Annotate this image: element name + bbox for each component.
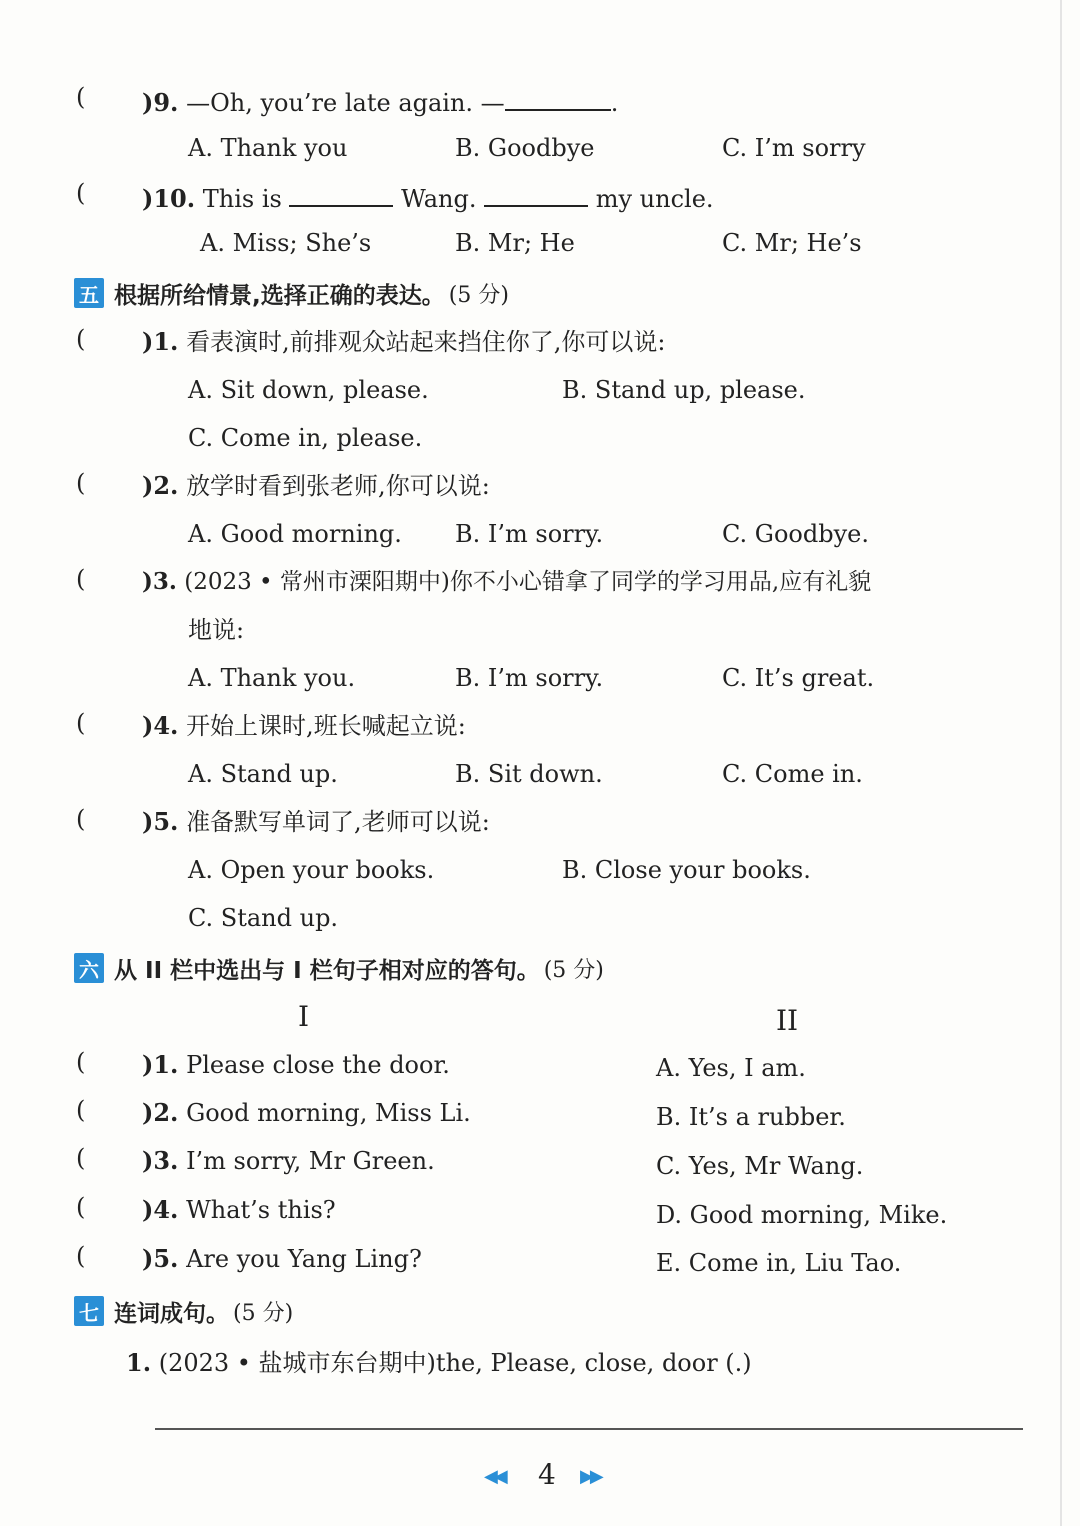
question-number: )4. — [142, 711, 179, 740]
option-a: A. Good morning. — [188, 520, 402, 548]
question-text: 开始上课时,班长喊起立说: — [186, 712, 466, 740]
match-right-a: A. Yes, I am. — [656, 1054, 806, 1082]
question-number: )3. — [142, 1146, 179, 1175]
question-10 — [142, 179, 714, 216]
question-text: This is — [202, 185, 282, 213]
column-2-header: II — [776, 1004, 799, 1037]
answer-paren: ( — [76, 179, 86, 207]
answer-paren: ( — [76, 1193, 86, 1221]
option-a: A. Stand up. — [188, 760, 338, 788]
option-c: C. Come in, please. — [188, 424, 423, 452]
question-text: (2023 • 盐城市东台期中)the, Please, close, door (.) — [158, 1349, 752, 1377]
section-score: (5 分) — [448, 282, 509, 308]
answer-paren: ( — [76, 469, 86, 497]
question-number: )5. — [142, 1244, 179, 1273]
column-1-header: I — [298, 1000, 310, 1033]
answer-paren: ( — [76, 709, 86, 737]
answer-blank[interactable] — [484, 179, 588, 207]
question-number: )1. — [142, 327, 179, 356]
question-number: )5. — [142, 807, 179, 836]
s5-question-4 — [142, 709, 466, 743]
match-right-c: C. Yes, Mr Wang. — [656, 1152, 864, 1180]
question-text: Please close the door. — [186, 1051, 450, 1079]
option-b: B. Goodbye — [455, 134, 595, 162]
page-footer — [0, 1458, 1080, 1498]
section-6-header — [74, 951, 604, 985]
answer-blank[interactable] — [289, 179, 393, 207]
question-number: )9. — [142, 88, 179, 117]
section-5-header — [74, 276, 509, 310]
section-badge: 六 — [74, 953, 104, 983]
answer-paren: ( — [76, 83, 86, 111]
answer-blank[interactable] — [505, 83, 611, 111]
match-left-5 — [142, 1242, 422, 1276]
option-a: A. Sit down, please. — [188, 376, 429, 404]
section-score: (5 分) — [233, 1300, 294, 1326]
option-c: C. Goodbye. — [722, 520, 869, 548]
question-number: )10. — [142, 184, 196, 213]
answer-paren: ( — [76, 1096, 86, 1124]
section-title: 连词成句。 — [114, 1300, 229, 1327]
option-c: C. I’m sorry — [722, 134, 866, 162]
question-number: )2. — [142, 1098, 179, 1127]
question-text: Wang. — [401, 185, 477, 213]
option-b: B. Close your books. — [562, 856, 811, 884]
match-left-4 — [142, 1193, 336, 1227]
question-text-cont: 地说: — [188, 616, 245, 644]
s5-question-2 — [142, 469, 490, 503]
footer-divider — [155, 1428, 1023, 1430]
next-arrows-icon: ▶▶ — [580, 1466, 600, 1487]
section-badge: 五 — [74, 278, 104, 308]
match-right-d: D. Good morning, Mike. — [656, 1201, 948, 1229]
option-b: B. I’m sorry. — [455, 520, 604, 548]
option-c: C. It’s great. — [722, 664, 875, 692]
option-a: A. Open your books. — [188, 856, 435, 884]
question-text: —Oh, you’re late again. — — [186, 89, 505, 117]
answer-paren: ( — [76, 1048, 86, 1076]
section-title: 从 II 栏中选出与 I 栏句子相对应的答句。 — [114, 957, 540, 984]
match-left-2 — [142, 1096, 471, 1130]
question-text: 看表演时,前排观众站起来挡住你了,你可以说: — [186, 328, 666, 356]
question-text: What’s this? — [186, 1196, 336, 1224]
question-9 — [142, 83, 618, 120]
page-edge — [1060, 0, 1062, 1526]
question-number: )2. — [142, 471, 179, 500]
question-text: 放学时看到张老师,你可以说: — [186, 472, 490, 500]
answer-paren: ( — [76, 1242, 86, 1270]
prev-arrows-icon: ◀◀ — [484, 1466, 504, 1487]
match-right-b: B. It’s a rubber. — [656, 1103, 846, 1131]
section-7-header — [74, 1294, 293, 1328]
question-text: my uncle. — [595, 185, 714, 213]
s5-question-3 — [142, 565, 871, 599]
match-right-e: E. Come in, Liu Tao. — [656, 1249, 902, 1277]
s7-question-1 — [126, 1346, 752, 1380]
option-c: C. Mr; He’s — [722, 229, 862, 257]
match-left-1 — [142, 1048, 450, 1082]
option-c: C. Stand up. — [188, 904, 339, 932]
question-text: Good morning, Miss Li. — [186, 1099, 471, 1127]
question-text: Are you Yang Ling? — [186, 1245, 422, 1273]
option-a: A. Thank you. — [188, 664, 356, 692]
section-badge: 七 — [74, 1296, 104, 1326]
answer-paren: ( — [76, 325, 86, 353]
option-a: A. Miss; She’s — [200, 229, 372, 257]
option-b: B. I’m sorry. — [455, 664, 604, 692]
option-b: B. Stand up, please. — [562, 376, 806, 404]
question-text: I’m sorry, Mr Green. — [186, 1147, 435, 1175]
question-number: )4. — [142, 1195, 179, 1224]
option-b: B. Sit down. — [455, 760, 603, 788]
option-a: A. Thank you — [188, 134, 348, 162]
page-number: 4 — [538, 1458, 556, 1491]
s5-question-5 — [142, 805, 490, 839]
answer-paren: ( — [76, 805, 86, 833]
question-number: )1. — [142, 1050, 179, 1079]
match-left-3 — [142, 1144, 435, 1178]
question-end: . — [610, 89, 619, 117]
question-text: 准备默写单词了,老师可以说: — [186, 808, 490, 836]
question-number: 1. — [126, 1348, 152, 1377]
s5-question-1 — [142, 325, 665, 359]
option-b: B. Mr; He — [455, 229, 575, 257]
section-title: 根据所给情景,选择正确的表达。 — [114, 282, 445, 309]
question-number: )3. — [142, 568, 177, 595]
question-text: (2023 • 常州市溧阳期中)你不小心错拿了同学的学习用品,应有礼貌 — [184, 569, 872, 595]
option-c: C. Come in. — [722, 760, 863, 788]
answer-paren: ( — [76, 1144, 86, 1172]
section-score: (5 分) — [543, 957, 604, 983]
answer-paren: ( — [76, 565, 86, 593]
